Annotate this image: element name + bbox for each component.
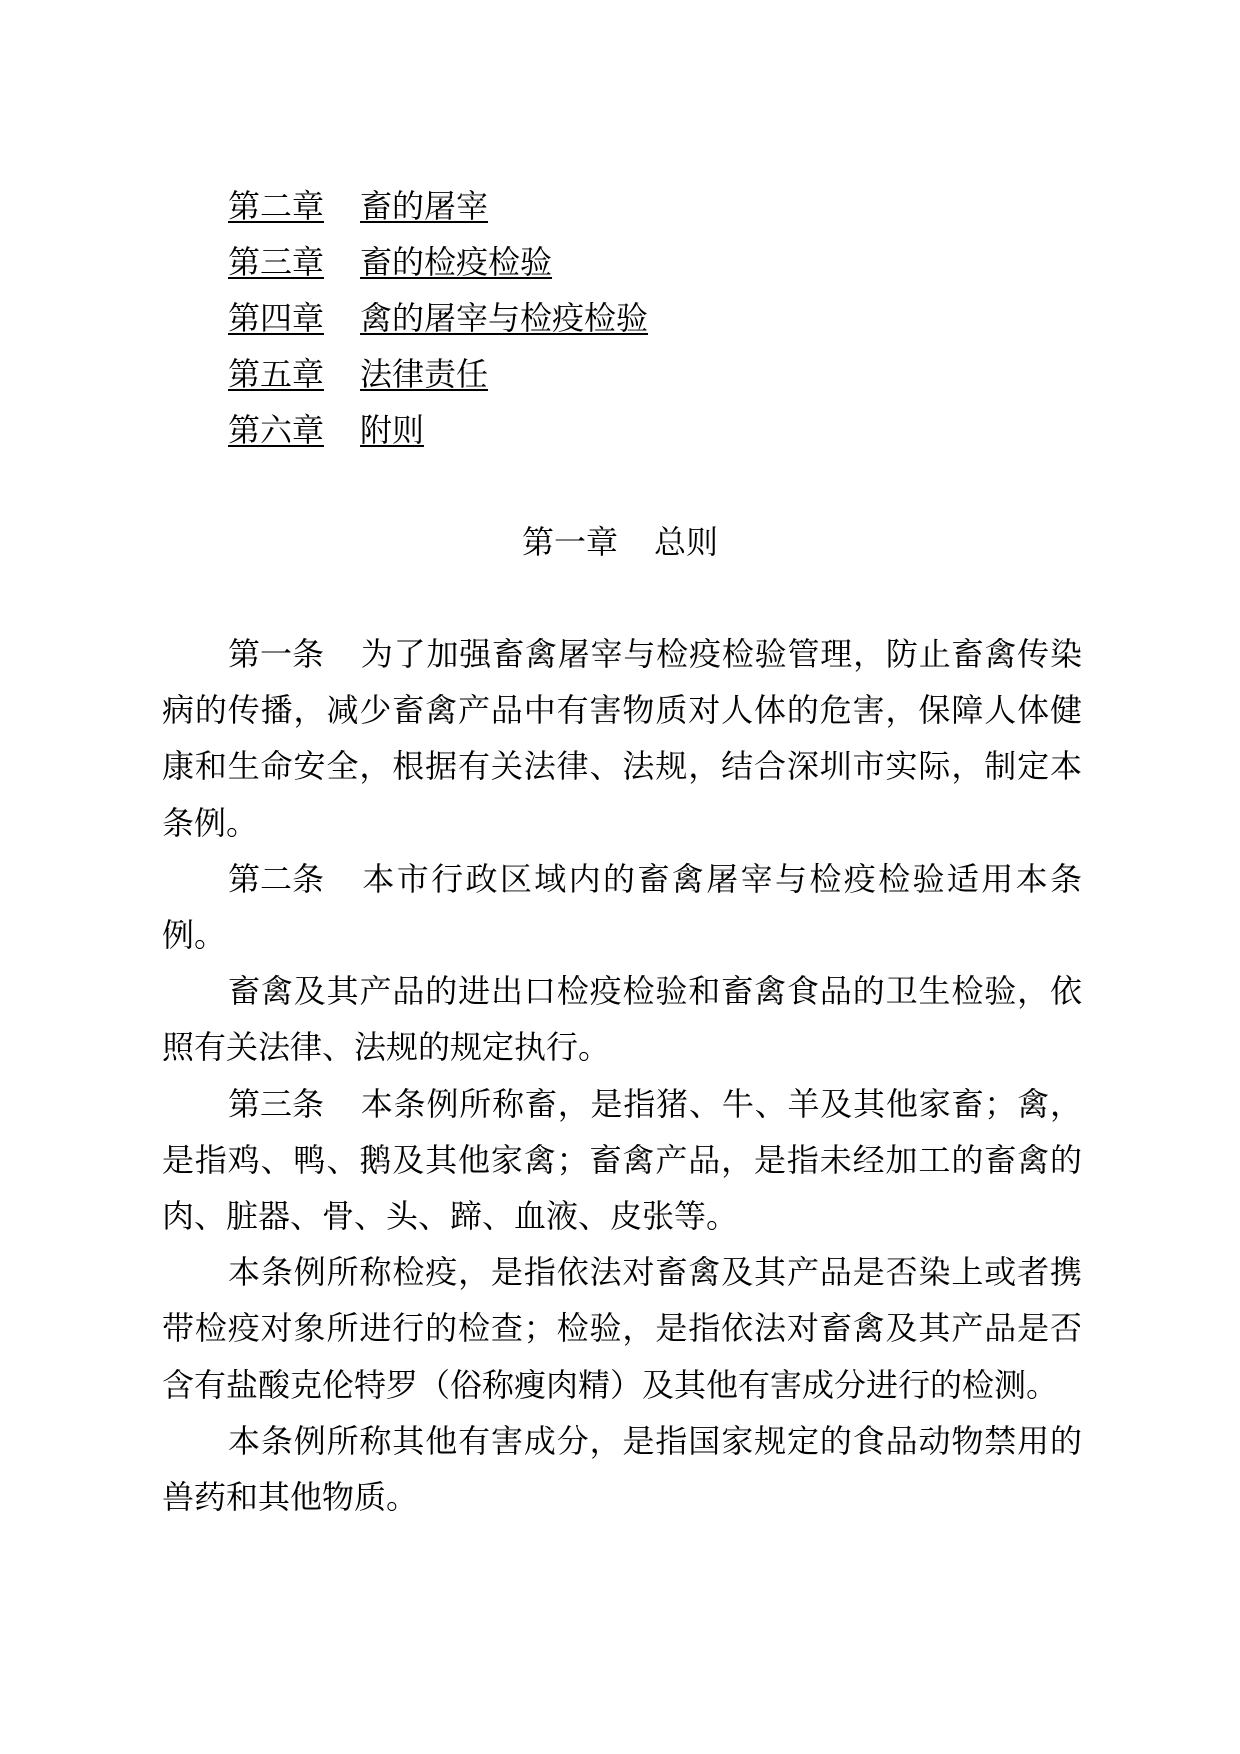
toc-item [228,290,648,346]
toc-chapter-number: 第三章 [228,243,325,281]
article-paragraph [162,851,1082,963]
toc-chapter-title: 畜的屠宰 [360,187,489,225]
toc-item [228,402,648,458]
paragraph [162,963,1082,1075]
toc-item [228,234,648,290]
paragraph-text: 本条例所称畜，是指猪、牛、羊及其他家畜；禽，是指鸡、鸭、鹅及其他家禽；畜禽产品，是指未经加工的畜禽的肉、脏器、骨、头、蹄、血液、皮张等。 [162,1084,1082,1236]
toc-chapter-number: 第四章 [228,299,325,337]
toc-chapter-title: 禽的屠宰与检疫检验 [360,299,649,337]
toc-chapter-title: 畜的检疫检验 [360,243,553,281]
paragraph [162,1413,1082,1525]
toc-chapter-number: 第五章 [228,355,325,393]
toc-link-chapter-4[interactable] [228,299,648,337]
article-paragraph [162,1076,1082,1245]
table-of-contents [228,178,648,458]
paragraph-text: 本条例所称检疫，是指依法对畜禽及其产品是否染上或者携带检疫对象所进行的检查；检验，是指依法对畜禽及其产品是否含有盐酸克伦特罗（俗称瘦肉精）及其他有害成分进行的检测。 [162,1253,1082,1404]
toc-item [228,346,648,402]
toc-chapter-number: 第六章 [228,411,325,449]
toc-chapter-number: 第二章 [228,187,325,225]
chapter-title-text: 总则 [654,523,719,561]
toc-item [228,178,648,234]
toc-link-chapter-5[interactable] [228,355,488,393]
chapter-number: 第一章 [521,523,618,561]
paragraph-text: 为了加强畜禽屠宰与检疫检验管理，防止畜禽传染病的传播，减少畜禽产品中有害物质对人体的危害，保障人体健康和生命安全，根据有关法律、法规，结合深圳市实际，制定本条例。 [162,635,1082,842]
article-number: 第二条 [228,859,325,898]
paragraph-text: 本市行政区域内的畜禽屠宰与检疫检验适用本条例。 [162,859,1082,955]
toc-link-chapter-2[interactable] [228,187,488,225]
chapter-body [162,626,1082,1525]
paragraph-text: 畜禽及其产品的进出口检疫检验和畜禽食品的卫生检验，依照有关法律、法规的规定执行。 [162,972,1082,1067]
toc-chapter-title: 法律责任 [360,355,489,393]
article-number: 第三条 [228,1084,325,1123]
paragraph-text: 本条例所称其他有害成分，是指国家规定的食品动物禁用的兽药和其他物质。 [162,1421,1082,1517]
chapter-heading [0,514,1240,570]
toc-link-chapter-3[interactable] [228,243,552,281]
toc-link-chapter-6[interactable] [228,411,424,449]
article-number: 第一条 [228,635,325,673]
article-paragraph [162,626,1082,851]
toc-chapter-title: 附则 [360,411,425,449]
paragraph [162,1244,1082,1413]
